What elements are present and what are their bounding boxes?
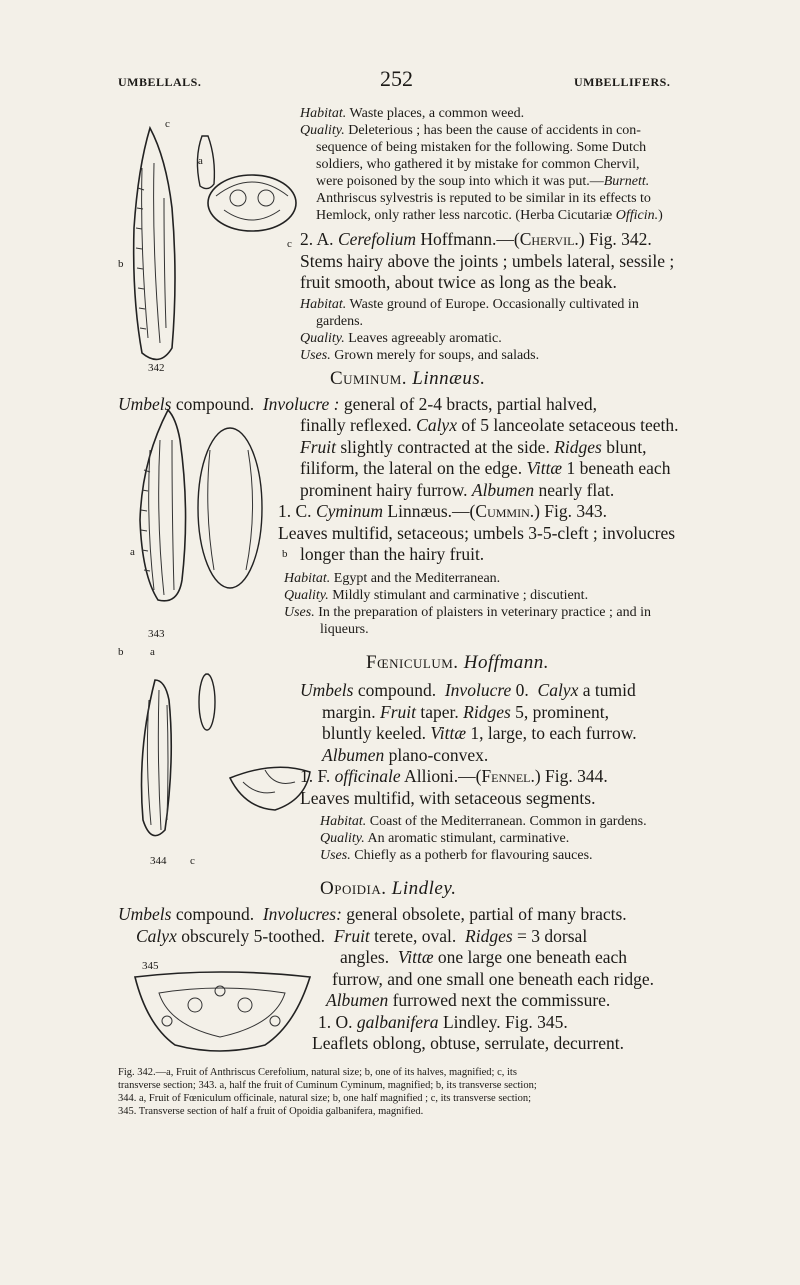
term: Albumen xyxy=(322,744,385,765)
desc-text: 1 beneath each xyxy=(566,458,671,478)
genus-author: Hoffmann. xyxy=(463,652,550,673)
habitat-label: Habitat. xyxy=(284,571,331,586)
species-cerefolium xyxy=(300,229,780,294)
desc-text: furrowed next the commissure. xyxy=(392,990,611,1010)
term: Fruit xyxy=(380,701,416,722)
desc-text: furrow, and one small one beneath each ridge. xyxy=(332,968,654,989)
desc-text: one large one beneath each xyxy=(437,947,628,967)
quality-label: Quality. xyxy=(300,123,345,138)
uses-label: Uses. xyxy=(300,348,331,363)
quality-text: Hemlock, only rather less narcotic. (Herba Cicutariæ xyxy=(316,208,613,223)
species-name: Cerefolium xyxy=(337,229,417,249)
species-number: 1. O. xyxy=(318,1011,353,1032)
desc-text: filiform, the lateral on the edge. xyxy=(300,458,523,478)
desc-text: 0. xyxy=(515,680,529,700)
term: Fruit xyxy=(333,925,370,946)
foeniculum-notes xyxy=(320,813,790,864)
desc-text: bluntly keeled. xyxy=(322,723,427,743)
genus-description-cuminum-cont xyxy=(278,415,790,566)
cuminum-notes xyxy=(284,570,784,638)
species-name: Cyminum xyxy=(315,501,384,521)
desc-text: terete, oval. xyxy=(374,925,457,946)
figure-344 xyxy=(125,660,315,855)
uses-text: Chiefly as a potherb for flavouring sauces. xyxy=(354,848,593,863)
species-description: Leaflets oblong, obtuse, serrulate, decurrent. xyxy=(312,1033,624,1053)
desc-text: compound. xyxy=(357,680,437,700)
desc-text: general of 2-4 bracts, partial halved, xyxy=(343,394,597,414)
caption-line: transverse section; 343. a, half the fruit of Cuminum Cyminum, magnified; b, its transverse section; xyxy=(118,1080,537,1091)
species-name: galbanifera xyxy=(356,1011,439,1032)
quality-label: Quality. xyxy=(284,588,329,603)
quality-text: sequence of being mistaken for the following. Some Dutch xyxy=(316,140,647,155)
fig-342-number: 342 xyxy=(148,362,165,374)
genus-name: Fœniculum. xyxy=(366,652,459,673)
species-author: Hoffmann.—( xyxy=(420,229,520,249)
common-name: Cummin. xyxy=(475,501,535,521)
term: Albumen xyxy=(471,479,535,500)
genus-author: Lindley. xyxy=(391,878,457,899)
caption-line: 345. Transverse section of half a fruit of Opoidia galbanifera, magnified. xyxy=(118,1106,424,1117)
paren: ) xyxy=(658,208,663,223)
term: Ridges xyxy=(554,436,602,457)
quality-label: Quality. xyxy=(320,831,365,846)
desc-text: general obsolete, partial of many bracts. xyxy=(346,904,627,924)
fig-344-label-a: a xyxy=(150,646,155,658)
desc-text: = 3 dorsal xyxy=(517,925,588,946)
running-head-left: UMBELLALS. xyxy=(118,75,202,89)
term: Vittæ xyxy=(526,458,563,478)
term: Ridges xyxy=(463,701,511,722)
desc-text: margin. xyxy=(322,701,376,722)
fig-344-label-c: c xyxy=(190,855,195,867)
desc-text: a tumid xyxy=(582,680,636,700)
anthriscus-notes xyxy=(300,105,770,224)
term: Umbels xyxy=(118,904,172,924)
term: Involucre xyxy=(444,680,512,700)
species-author: Allioni.—( xyxy=(404,766,482,786)
quality-text: Mildly stimulant and carminative ; discutient. xyxy=(332,588,589,603)
term: Involucres: xyxy=(262,904,342,924)
caption-line: 344. a, Fruit of Fœniculum officinale, natural size; b, one half magnified ; c, its transverse section; xyxy=(118,1093,531,1104)
habitat-text: Waste ground of Europe. Occasionally cultivated in xyxy=(349,297,639,312)
habitat-label: Habitat. xyxy=(300,297,347,312)
genus-name: Opoidia. xyxy=(320,878,387,899)
fig-342-label-b: b xyxy=(118,258,124,270)
desc-text: compound. xyxy=(175,904,255,924)
fig-343-label-b: b xyxy=(282,548,288,560)
cerefolium-notes xyxy=(300,296,770,364)
figure-caption xyxy=(118,1066,790,1118)
term: Umbels xyxy=(300,680,354,700)
genus-name: Cuminum. xyxy=(330,368,408,389)
desc-text: finally reflexed. xyxy=(300,415,412,435)
term: Ridges xyxy=(465,925,513,946)
quality-text: Anthriscus sylvestris is reputed to be similar in its effects to xyxy=(316,191,651,206)
quality-text: An aromatic stimulant, carminative. xyxy=(367,831,570,846)
species-number: 1. F. xyxy=(300,766,331,786)
desc-text: plano-convex. xyxy=(388,744,489,765)
species-author: Lindley. Fig. 345. xyxy=(442,1011,568,1032)
species-name: officinale xyxy=(334,766,401,786)
quality-text: Deleterious ; has been the cause of accidents in con- xyxy=(348,123,641,138)
desc-text: 5, prominent, xyxy=(515,701,609,722)
term: Vittæ xyxy=(430,723,467,743)
habitat-label: Habitat. xyxy=(300,106,347,121)
term: Calyx xyxy=(537,680,579,700)
desc-text: nearly flat. xyxy=(538,479,615,500)
citation: Burnett. xyxy=(603,174,650,189)
fig-343-number: 343 xyxy=(148,628,165,640)
species-description: Leaves multifid, setaceous; umbels 3-5-cleft ; involucres xyxy=(278,522,676,543)
species-description: fruit smooth, about twice as long as the beak. xyxy=(300,272,617,292)
common-name: Chervil. xyxy=(519,229,579,249)
figure-343 xyxy=(120,400,290,615)
genus-description-foeniculum xyxy=(300,680,780,809)
species-author: Linnæus.—( xyxy=(387,501,476,521)
habitat-text: gardens. xyxy=(316,314,364,329)
genus-description-cuminum xyxy=(118,394,788,416)
species-description: Stems hairy above the joints ; umbels lateral, sessile ; xyxy=(300,250,675,271)
genus-description-opoidia xyxy=(118,904,798,947)
uses-label: Uses. xyxy=(320,848,351,863)
genus-title-opoidia xyxy=(320,878,456,900)
term: Vittæ xyxy=(397,947,434,967)
citation: Officin. xyxy=(615,208,659,223)
fig-345-number: 345 xyxy=(142,960,159,972)
term: Involucre : xyxy=(262,394,340,414)
species-description: longer than the hairy fruit. xyxy=(300,544,485,564)
desc-text: of 5 lanceolate setaceous teeth. xyxy=(461,415,679,435)
uses-text: liqueurs. xyxy=(320,622,369,637)
quality-label: Quality. xyxy=(300,331,345,346)
species-number: 2. A. xyxy=(300,229,334,249)
desc-text: taper. xyxy=(420,701,459,722)
uses-label: Uses. xyxy=(284,605,315,620)
quality-text: were poisoned by the soup into which it was put.— xyxy=(316,174,604,189)
term: Fruit xyxy=(300,436,336,457)
quality-text: soldiers, who gathered it by mistake for common Chervil, xyxy=(316,157,640,172)
fig-ref: ) Fig. 343. xyxy=(534,501,608,521)
genus-title-cuminum xyxy=(330,368,485,390)
fig-342-label-c: c xyxy=(287,238,292,250)
caption-line: Fig. 342.—a, Fruit of Anthriscus Cerefolium, natural size; b, one of its halves, magnified; c, its xyxy=(118,1067,517,1078)
fig-ref: ) Fig. 344. xyxy=(534,766,608,786)
fig-342-label-c-top: c xyxy=(165,118,170,130)
species-description: Leaves multifid, with setaceous segments. xyxy=(300,787,596,808)
desc-text: prominent hairy furrow. xyxy=(300,479,468,500)
fig-343-label-a: a xyxy=(130,546,135,558)
term: Calyx xyxy=(136,925,177,946)
figure-345 xyxy=(125,965,315,1055)
habitat-text: Waste places, a common weed. xyxy=(349,106,525,121)
desc-text: slightly contracted at the side. xyxy=(340,436,550,457)
figure-342 xyxy=(120,108,300,368)
desc-text: obscurely 5-toothed. xyxy=(181,925,326,946)
term: Calyx xyxy=(416,415,457,435)
fig-344-label-b: b xyxy=(118,646,124,658)
species-number: 1. C. xyxy=(278,501,312,521)
habitat-text: Coast of the Mediterranean. Common in gardens. xyxy=(369,814,647,829)
running-head-right: UMBELLIFERS. xyxy=(574,75,671,89)
term: Albumen xyxy=(326,990,389,1010)
uses-text: In the preparation of plaisters in veterinary practice ; and in xyxy=(318,605,651,620)
desc-text: compound. xyxy=(175,394,255,414)
term: Umbels xyxy=(118,394,172,414)
uses-text: Grown merely for soups, and salads. xyxy=(334,348,540,363)
habitat-text: Egypt and the Mediterranean. xyxy=(333,571,501,586)
desc-text: blunt, xyxy=(606,436,647,457)
fig-342-label-a: a xyxy=(198,155,203,167)
desc-text: angles. xyxy=(340,947,390,967)
common-name: Fennel. xyxy=(481,766,535,786)
genus-description-opoidia-cont xyxy=(312,947,790,1055)
desc-text: 1, large, to each furrow. xyxy=(470,723,637,743)
fig-344-number: 344 xyxy=(150,855,167,867)
genus-author: Linnæus. xyxy=(412,368,486,389)
quality-text: Leaves agreeably aromatic. xyxy=(348,331,502,346)
habitat-label: Habitat. xyxy=(320,814,367,829)
fig-ref: ) Fig. 342. xyxy=(578,229,652,249)
genus-title-foeniculum xyxy=(366,652,549,674)
page-number: 252 xyxy=(380,66,413,91)
